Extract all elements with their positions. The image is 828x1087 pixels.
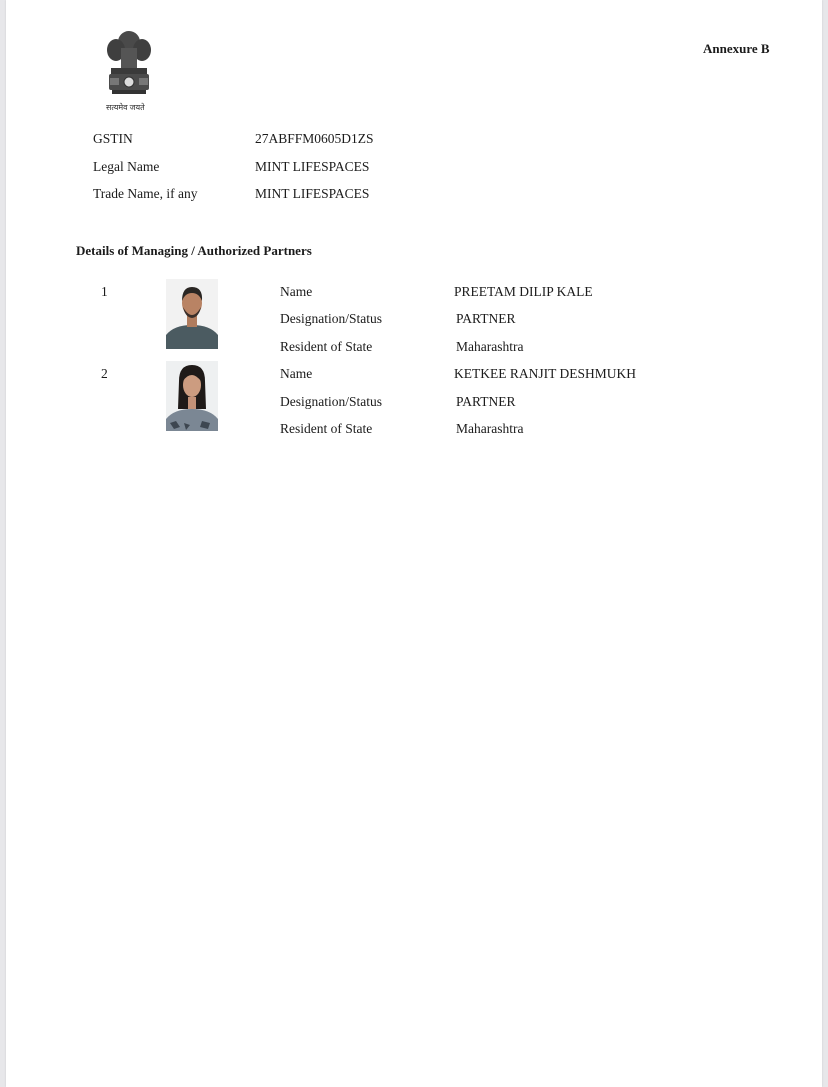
person-icon [166, 361, 218, 431]
partner-name-label: Name [280, 366, 313, 381]
gstin-label: GSTIN [93, 131, 133, 146]
partner-name: PREETAM DILIP KALE [454, 284, 593, 299]
partner-designation: PARTNER [456, 394, 516, 409]
trade-name-label: Trade Name, if any [93, 186, 198, 201]
emblem-motto: सत्यमेव जयते [106, 103, 145, 112]
partner-name: KETKEE RANJIT DESHMUKH [454, 366, 636, 381]
partner-index: 2 [101, 366, 108, 381]
partner-state: Maharashtra [456, 421, 524, 436]
partner-photo [166, 279, 218, 349]
partner-designation-label: Designation/Status [280, 311, 382, 326]
partner-state: Maharashtra [456, 339, 524, 354]
partner-designation-label: Designation/Status [280, 394, 382, 409]
legal-name-label: Legal Name [93, 159, 160, 174]
document-page [6, 0, 822, 1087]
partner-photo [166, 361, 218, 431]
partner-index: 1 [101, 284, 108, 299]
person-icon [166, 279, 218, 349]
partners-section-title: Details of Managing / Authorized Partners [76, 243, 312, 258]
partner-name-label: Name [280, 284, 313, 299]
trade-name-value: MINT LIFESPACES [255, 186, 370, 201]
partner-designation: PARTNER [456, 311, 516, 326]
partner-state-label: Resident of State [280, 421, 373, 436]
annexure-label: Annexure B [703, 41, 770, 56]
partner-state-label: Resident of State [280, 339, 373, 354]
gstin-value: 27ABFFM0605D1ZS [255, 131, 374, 146]
legal-name-value: MINT LIFESPACES [255, 159, 370, 174]
